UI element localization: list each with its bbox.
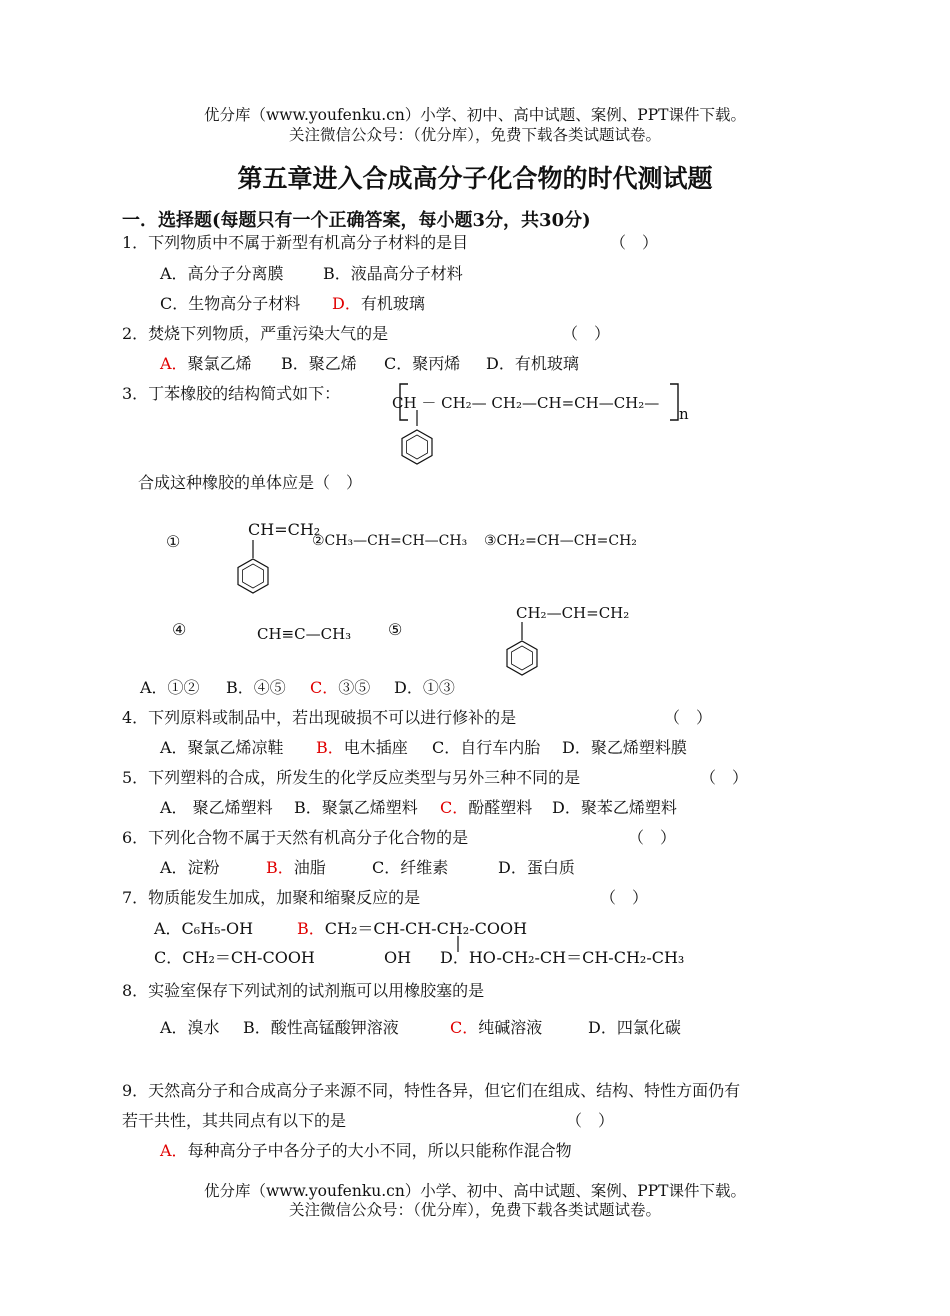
q8-option-a: A．溴水 bbox=[160, 1018, 220, 1037]
section-heading: 一．选择题(每题只有一个正确答案，每小题3分，共30分) bbox=[122, 210, 591, 231]
q3-option-b: B．④⑤ bbox=[226, 678, 286, 697]
q3-option-c-text: ③⑤ bbox=[338, 678, 371, 697]
q3-answer-letter: C． bbox=[310, 678, 339, 697]
q9-stem-line-1: 9．天然高分子和合成高分子来源不同，特性各异，但它们在组成、结构、特性方面仍有 bbox=[122, 1081, 741, 1100]
q6-option-d: D．蛋白质 bbox=[498, 858, 575, 877]
q7-option-c: C．CH₂＝CH-COOH bbox=[154, 948, 315, 967]
q1-stem: 1．下列物质中不属于新型有机高分子材料的是目 bbox=[122, 233, 469, 252]
q5-option-a: A． 聚乙烯塑料 bbox=[160, 798, 273, 817]
q6-stem: 6．下列化合物不属于天然有机高分子化合物的是 bbox=[122, 828, 469, 847]
q4-answer-letter: B． bbox=[316, 738, 344, 757]
q3-monomer-2: ②CH₃—CH=CH—CH₃ bbox=[312, 533, 468, 549]
q5-answer-letter: C． bbox=[440, 798, 469, 817]
q8-stem: 8．实验室保存下列试剂的试剂瓶可以用橡胶塞的是 bbox=[122, 981, 485, 1000]
q3-polymer-chain: CH － CH₂— CH₂—CH=CH—CH₂— bbox=[392, 394, 660, 412]
q7-paren: （ ） bbox=[600, 888, 649, 907]
q5-option-b: B．聚氯乙烯塑料 bbox=[294, 798, 418, 817]
benzene-ring-icon bbox=[400, 428, 434, 466]
q6-option-b-text: 油脂 bbox=[293, 858, 326, 877]
header-line-1: 优分库（www.youfenku.cn）小学、初中、高中试题、案例、PPT课件下载。 bbox=[203, 106, 747, 124]
q2-answer-letter: A． bbox=[160, 354, 188, 373]
q7-stem: 7．物质能发生加成，加聚和缩聚反应的是 bbox=[122, 888, 421, 907]
q8-option-c bbox=[450, 1018, 542, 1037]
q3-monomer-3: ③CH₂=CH—CH=CH₂ bbox=[484, 533, 637, 549]
q1-option-d-text: 有机玻璃 bbox=[360, 294, 425, 313]
q6-option-a: A．淀粉 bbox=[160, 858, 220, 877]
q7-oh-group: OH bbox=[384, 948, 412, 967]
q3-question: 合成这种橡胶的单体应是（ ） bbox=[138, 473, 363, 492]
q3-option-a: A．①② bbox=[140, 678, 200, 697]
q3-stem: 3．丁苯橡胶的结构简式如下： bbox=[122, 384, 341, 403]
q4-paren: （ ） bbox=[664, 708, 713, 727]
q5-option-d: D．聚苯乙烯塑料 bbox=[552, 798, 677, 817]
q3-option-d: D．①③ bbox=[394, 678, 455, 697]
q6-answer-letter: B． bbox=[266, 858, 294, 877]
q3-option-c bbox=[310, 678, 370, 697]
q9-paren: （ ） bbox=[566, 1111, 615, 1130]
q1-option-d bbox=[332, 294, 425, 313]
q6-option-c: C．纤维素 bbox=[372, 858, 449, 877]
q5-option-c-text: 酚醛塑料 bbox=[468, 798, 533, 817]
q2-option-c: C．聚丙烯 bbox=[384, 354, 461, 373]
q4-option-b bbox=[316, 738, 408, 757]
q1-answer-letter: D． bbox=[332, 294, 361, 313]
q8-option-c-text: 纯碱溶液 bbox=[478, 1018, 543, 1037]
page-title: 第五章进入合成高分子化合物的时代测试题 bbox=[237, 164, 713, 193]
benzene-ring-icon bbox=[505, 622, 539, 678]
q7-option-b-text: CH₂＝CH-CH-CH₂-COOH bbox=[324, 919, 528, 938]
q4-option-b-text: 电木插座 bbox=[343, 738, 408, 757]
q2-option-d: D．有机玻璃 bbox=[486, 354, 579, 373]
q8-option-d: D．四氯化碳 bbox=[588, 1018, 681, 1037]
q8-option-b: B．酸性高锰酸钾溶液 bbox=[243, 1018, 399, 1037]
q6-option-b bbox=[266, 858, 326, 877]
q3-monomer-5-number: ⑤ bbox=[388, 620, 403, 639]
q2-option-a bbox=[160, 354, 252, 373]
q4-stem: 4．下列原料或制品中，若出现破损不可以进行修补的是 bbox=[122, 708, 517, 727]
q9-option-a-text: 每种高分子中各分子的大小不同，所以只能称作混合物 bbox=[187, 1141, 572, 1160]
q3-monomer-4-formula: CH≡C—CH₃ bbox=[257, 625, 352, 643]
q1-option-b: B．液晶高分子材料 bbox=[323, 264, 463, 283]
q2-option-b: B．聚乙烯 bbox=[281, 354, 357, 373]
q3-monomer-4-number: ④ bbox=[172, 620, 187, 639]
q1-paren: （ ） bbox=[610, 233, 659, 252]
footer-line-1: 优分库（www.youfenku.cn）小学、初中、高中试题、案例、PPT课件下载。 bbox=[203, 1182, 747, 1200]
q3-monomer-1-formula: CH=CH₂ bbox=[248, 520, 321, 539]
footer-line-2: 关注微信公众号：（优分库），免费下载各类试题试卷。 bbox=[288, 1201, 661, 1219]
q2-paren: （ ） bbox=[562, 324, 611, 343]
header-line-2: 关注微信公众号：（优分库），免费下载各类试题试卷。 bbox=[288, 126, 661, 144]
q9-stem-line-2: 若干共性，其共同点有以下的是 bbox=[122, 1111, 347, 1130]
q7-option-b bbox=[297, 919, 527, 938]
q4-option-d: D．聚乙烯塑料膜 bbox=[562, 738, 687, 757]
q1-option-c: C．生物高分子材料 bbox=[160, 294, 301, 313]
q7-answer-letter: B． bbox=[297, 919, 325, 938]
q7-option-d: D．HO-CH₂-CH＝CH-CH₂-CH₃ bbox=[440, 948, 685, 967]
benzene-ring-icon bbox=[236, 540, 270, 596]
q5-stem: 5．下列塑料的合成，所发生的化学反应类型与另外三种不同的是 bbox=[122, 768, 581, 787]
q7-option-a: A．C₆H₅-OH bbox=[154, 919, 254, 938]
q3-monomer-5-formula: CH₂—CH=CH₂ bbox=[516, 604, 630, 622]
q4-option-a: A．聚氯乙烯凉鞋 bbox=[160, 738, 284, 757]
q6-paren: （ ） bbox=[628, 828, 677, 847]
q3-monomer-1-number: ① bbox=[166, 532, 181, 551]
q2-stem: 2．焚烧下列物质，严重污染大气的是 bbox=[122, 324, 389, 343]
q1-option-a: A．高分子分离膜 bbox=[160, 264, 284, 283]
q4-option-c: C．自行车内胎 bbox=[432, 738, 541, 757]
q2-option-a-text: 聚氯乙烯 bbox=[187, 354, 252, 373]
q9-answer-letter: A． bbox=[160, 1141, 188, 1160]
q5-option-c bbox=[440, 798, 532, 817]
q5-paren: （ ） bbox=[700, 768, 749, 787]
q3-subscript-n: n bbox=[679, 405, 689, 423]
q9-option-a bbox=[160, 1141, 572, 1160]
q8-answer-letter: C． bbox=[450, 1018, 479, 1037]
